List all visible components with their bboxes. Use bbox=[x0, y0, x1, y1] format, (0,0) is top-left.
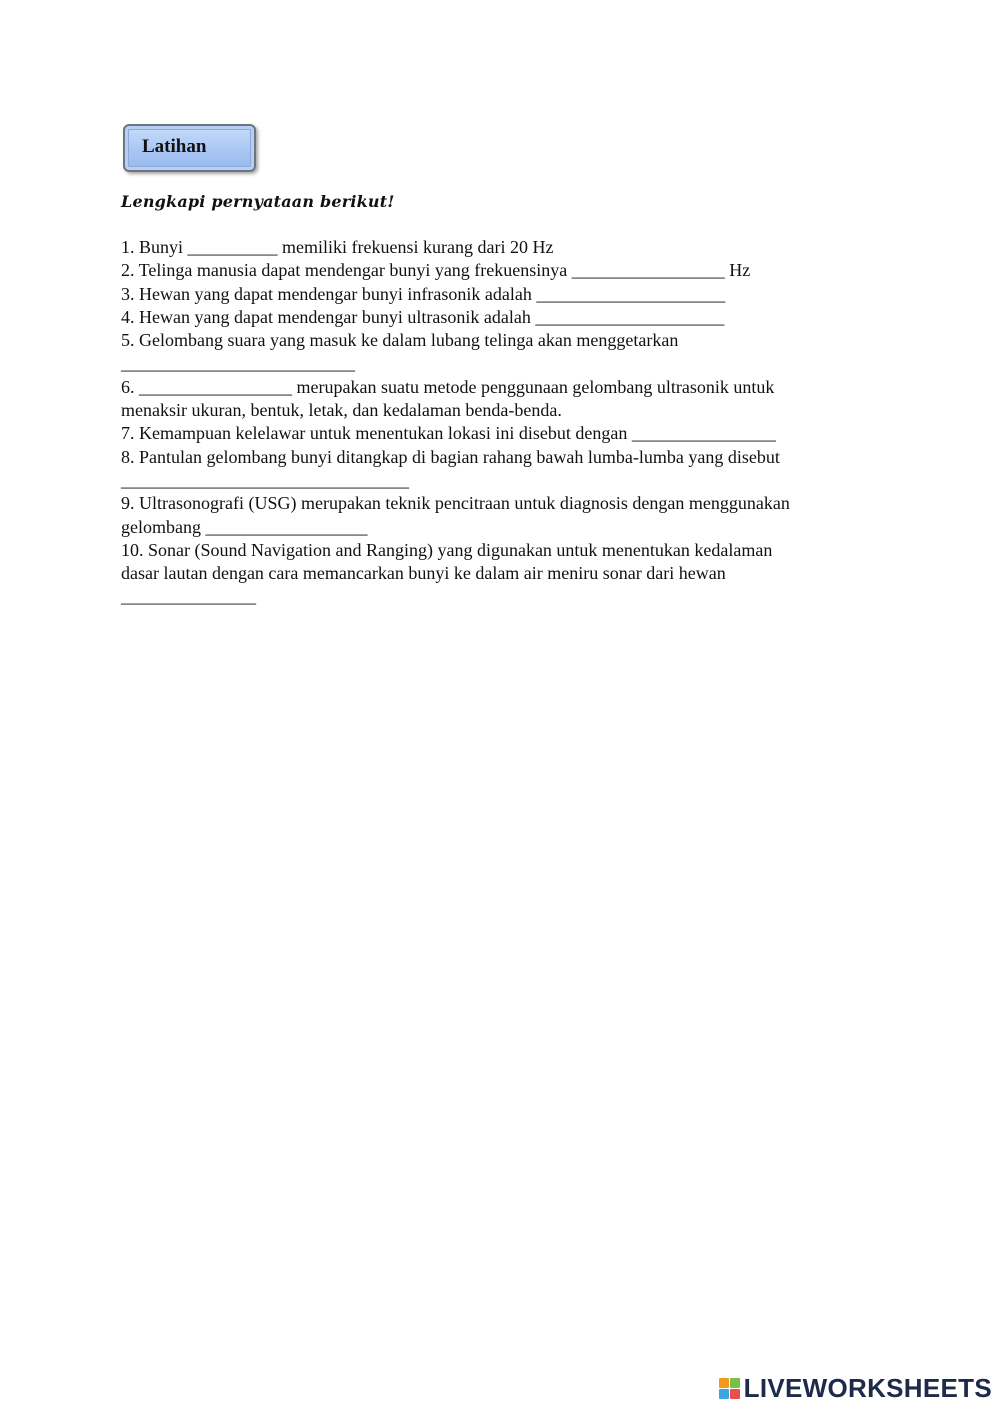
question-line: menaksir ukuran, bentuk, letak, dan kedalaman benda-benda. bbox=[121, 400, 562, 421]
question-line: __________________________ bbox=[121, 353, 355, 374]
question-line: _______________ bbox=[121, 586, 256, 607]
question-line: 10. Sonar (Sound Navigation and Ranging) yang digunakan untuk menentukan kedalaman bbox=[121, 539, 773, 560]
logo-text: LIVEWORKSHEETS bbox=[743, 1373, 992, 1403]
question-line: 1. Bunyi __________ memiliki frekuensi kurang dari 20 Hz bbox=[121, 237, 554, 257]
question-line: 2. Telinga manusia dapat mendengar bunyi yang frekuensinya _________________ Hz bbox=[121, 260, 751, 281]
question-line: 7. Kemampuan kelelawar untuk menentukan lokasi ini disebut dengan ________________ bbox=[121, 423, 776, 444]
instruction-text: Lengkapi pernyataan berikut! bbox=[121, 192, 395, 211]
question-line: 4. Hewan yang dapat mendengar bunyi ultrasonik adalah _____________________ bbox=[121, 306, 725, 327]
question-line: ________________________________ bbox=[121, 469, 409, 490]
latihan-badge bbox=[123, 124, 256, 172]
badge-label: Latihan bbox=[142, 136, 207, 157]
question-line: 3. Hewan yang dapat mendengar bunyi infrasonik adalah _____________________ bbox=[121, 283, 726, 304]
liveworksheets-logo bbox=[719, 1373, 992, 1404]
question-line: 5. Gelombang suara yang masuk ke dalam lubang telinga akan menggetarkan bbox=[121, 330, 679, 351]
question-line: dasar lautan dengan cara memancarkan bunyi ke dalam air meniru sonar dari hewan bbox=[121, 563, 726, 584]
question-line: 9. Ultrasonografi (USG) merupakan teknik pencitraan untuk diagnosis dengan menggunakan bbox=[121, 493, 790, 514]
question-line: gelombang __________________ bbox=[121, 516, 368, 537]
liveworksheets-logo-icon bbox=[719, 1378, 741, 1400]
question-list bbox=[121, 236, 891, 609]
question-line: 8. Pantulan gelombang bunyi ditangkap di bagian rahang bawah lumba-lumba yang disebut bbox=[121, 446, 780, 467]
question-line: 6. _________________ merupakan suatu metode penggunaan gelombang ultrasonik untuk bbox=[121, 376, 775, 397]
